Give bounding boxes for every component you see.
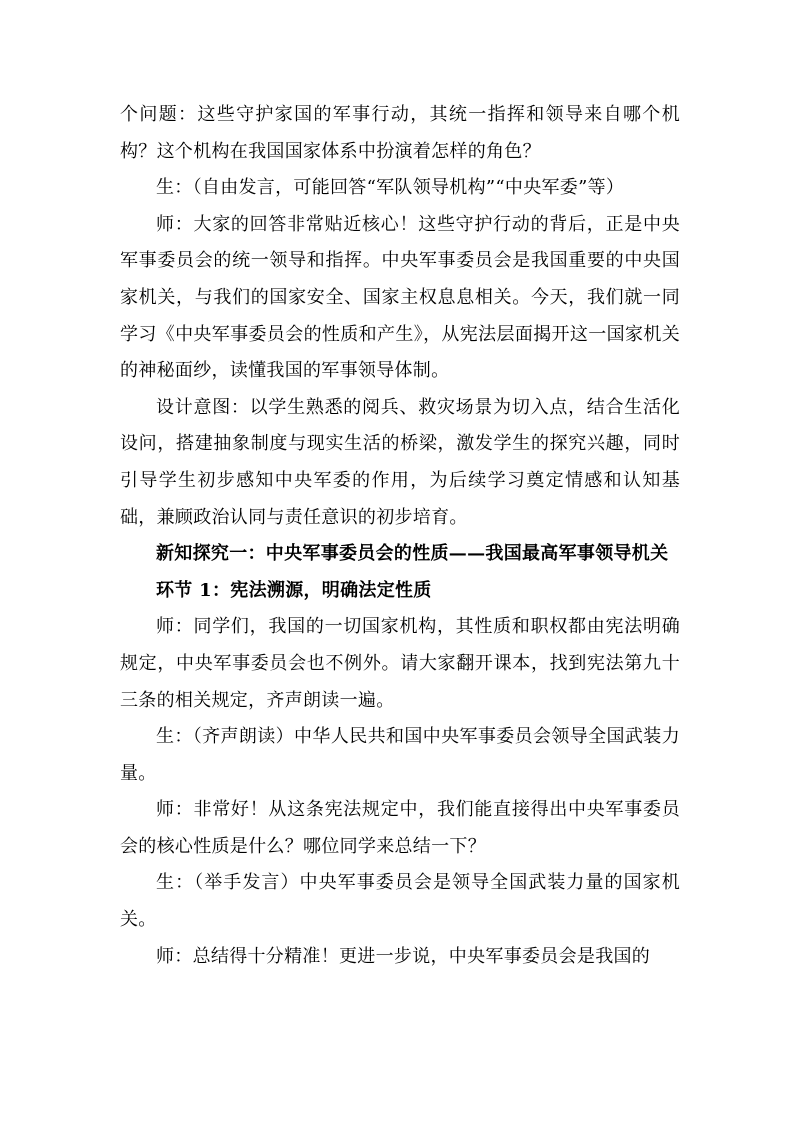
paragraph-teacher-intro: 师：大家的回答非常贴近核心！这些守护行动的背后，正是中央军事委员会的统一领导和指挥。中央军事委员会是我国重要的中央国家机关，与我们的国家安全、国家主权息息相关。今天，我们就一同学习《中央军事委员会的性质和产生》，从宪法层面揭开这一国家机关的神秘面纱，读懂我国的军事领导体制。: [120, 213, 680, 382]
subsection-heading-step-1: 环节 1：宪法溯源，明确法定性质: [156, 579, 432, 601]
document-page: [120, 97, 680, 975]
paragraph-teacher-constitution: 师：同学们，我国的一切国家机构，其性质和职权都由宪法明确规定，中央军事委员会也不例外。请大家翻开课本，找到宪法第九十三条的相关规定，齐声朗读一遍。: [120, 616, 680, 711]
paragraph-student-reading: 生：（齐声朗读）中华人民共和国中央军事委员会领导全国武装力量。: [120, 726, 680, 784]
paragraph-question-continuation: 个问题：这些守护家国的军事行动，其统一指挥和领导来自哪个机构？这个机构在我国国家体系中扮演着怎样的角色？: [120, 104, 680, 162]
paragraph-teacher-summary: 师：总结得十分精准！更进一步说，中央军事委员会是我国的: [156, 945, 651, 967]
paragraph-student-answer-2: 生：（举手发言）中央军事委员会是领导全国武装力量的国家机关。: [120, 872, 680, 931]
paragraph-design-intent: 设计意图：以学生熟悉的阅兵、救灾场景为切入点，结合生活化设问，搭建抽象制度与现实生活的桥梁，激发学生的探究兴趣，同时引导学生初步感知中央军委的作用，为后续学习奠定情感和认知基础，兼顾政治认同与责任意识的初步培育。: [120, 396, 680, 528]
paragraph-teacher-question: 师：非常好！从这条宪法规定中，我们能直接得出中央军事委员会的核心性质是什么？哪位同学来总结一下？: [120, 799, 680, 857]
section-heading-inquiry-1: 新知探究一：中央军事委员会的性质——我国最高军事领导机关: [156, 543, 669, 565]
paragraph-student-answer-1: 生：（自由发言，可能回答“军队领导机构”“中央军委”等）: [156, 177, 625, 199]
